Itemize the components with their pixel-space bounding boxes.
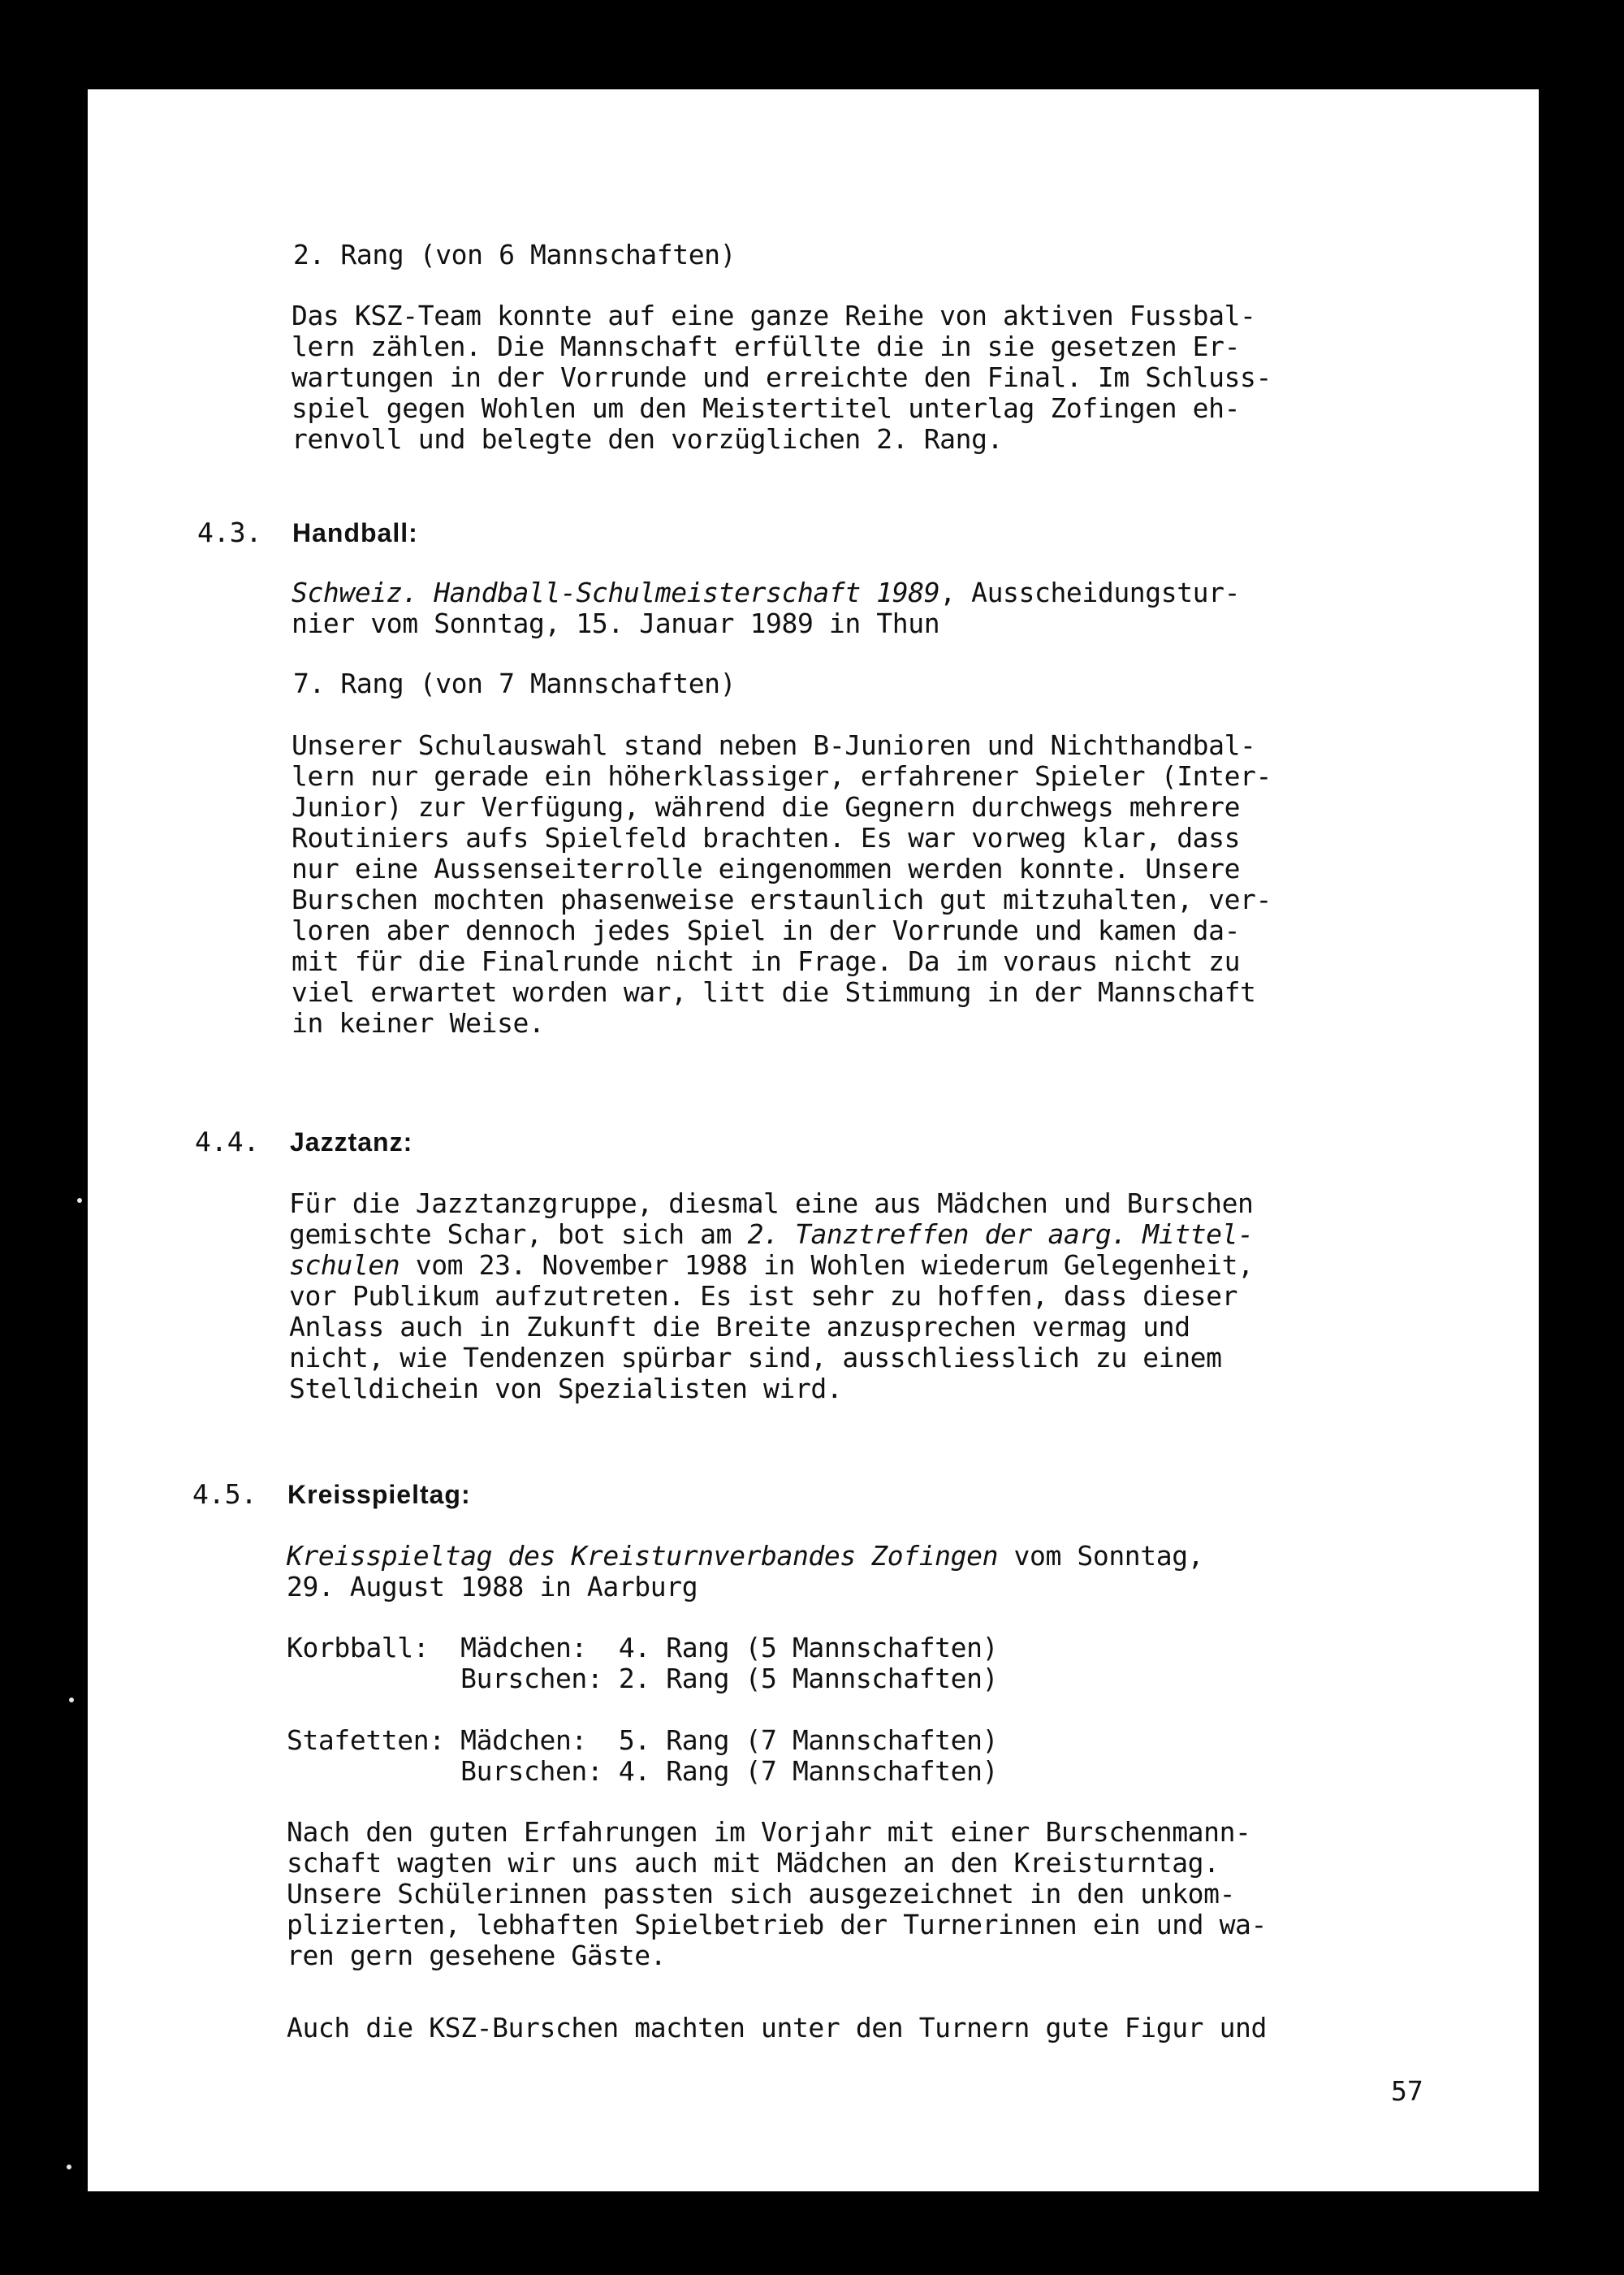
- text-line: ren gern gesehene Gäste.: [287, 1940, 667, 1971]
- text-line: vor Publikum aufzutreten. Es ist sehr zu hoffen, dass dieser: [289, 1280, 1238, 1312]
- result-row: Burschen: 4. Rang (7 Mannschaften): [287, 1755, 999, 1787]
- event-title: schulen: [289, 1249, 400, 1281]
- text-line: Unserer Schulauswahl stand neben B-Junioren und Nichthandbal-: [292, 729, 1256, 761]
- text-line: plizierten, lebhaften Spielbetrieb der Turnerinnen ein und wa-: [287, 1909, 1267, 1940]
- paragraph: [292, 301, 1272, 455]
- text-line: viel erwartet worden war, litt die Stimmung in der Mannschaft: [292, 976, 1256, 1008]
- text-line: nicht, wie Tendenzen spürbar sind, ausschliesslich zu einem: [289, 1342, 1222, 1373]
- section-heading: Jazztanz:: [290, 1127, 413, 1157]
- text-line: renvoll und belegte den vorzüglichen 2. Rang.: [292, 423, 1004, 455]
- section-heading: Handball:: [292, 518, 418, 547]
- section-heading: Kreisspieltag:: [287, 1480, 471, 1509]
- text-line: lern nur gerade ein höherklassiger, erfahrener Spieler (Inter-: [292, 760, 1272, 792]
- text-fragment: vom 23. November 1988 in Wohlen wiederum Gelegenheit,: [400, 1249, 1254, 1281]
- scan-speck: [67, 2165, 71, 2169]
- paragraph: [292, 730, 1272, 1039]
- text-line: in keiner Weise.: [292, 1007, 545, 1039]
- text-line: Burschen mochten phasenweise erstaunlich gut mitzuhalten, ver-: [292, 884, 1272, 915]
- scan-speck: [77, 1198, 82, 1203]
- event-title: Kreisspieltag des Kreisturnverbandes Zofingen: [287, 1540, 999, 1572]
- results-table: [287, 1633, 998, 1787]
- text-line: loren aber dennoch jedes Spiel in der Vorrunde und kamen da-: [292, 915, 1241, 946]
- event-description: [287, 1541, 1203, 1602]
- text-line: Junior) zur Verfügung, während die Gegnern durchwegs mehrere: [292, 791, 1241, 823]
- text-line: Anlass auch in Zukunft die Breite anzusprechen vermag und: [289, 1311, 1190, 1343]
- text-line: mit für die Finalrunde nicht in Frage. Da im voraus nicht zu: [292, 945, 1241, 977]
- result-row: Stafetten: Mädchen: 5. Rang (7 Mannschaften): [287, 1724, 999, 1756]
- text-line: schaft wagten wir uns auch mit Mädchen an den Kreisturntag.: [287, 1847, 1220, 1879]
- event-title: 2. Tanztreffen der aarg. Mittel-: [747, 1218, 1254, 1250]
- section-number: 4.4.: [195, 1126, 260, 1157]
- rank-line: 2. Rang (von 6 Mannschaften): [293, 239, 736, 270]
- event-description: [292, 577, 1240, 639]
- text-line: Stelldichein von Spezialisten wird.: [289, 1373, 843, 1404]
- text-line: Routiniers aufs Spielfeld brachten. Es war vorweg klar, dass: [292, 822, 1241, 854]
- text-line: wartungen in der Vorrunde und erreichte den Final. Im Schluss-: [292, 361, 1272, 393]
- document-page: [88, 89, 1539, 2191]
- text-line: Für die Jazztanzgruppe, diesmal eine aus Mädchen und Burschen: [289, 1187, 1254, 1219]
- text-line: Unsere Schülerinnen passten sich ausgezeichnet in den unkom-: [287, 1878, 1236, 1910]
- rank-line: 7. Rang (von 7 Mannschaften): [293, 668, 736, 699]
- text-line: Nach den guten Erfahrungen im Vorjahr mit einer Burschenmann-: [287, 1816, 1251, 1848]
- result-row: Korbball: Mädchen: 4. Rang (5 Mannschaften): [287, 1632, 999, 1663]
- text-line: Auch die KSZ-Burschen machten unter den Turnern gute Figur und: [287, 2012, 1267, 2044]
- paragraph: [287, 1817, 1267, 1971]
- text-line: Das KSZ-Team konnte auf eine ganze Reihe von aktiven Fussbal-: [292, 300, 1256, 331]
- page-number: 57: [1391, 2075, 1423, 2107]
- section-number: 4.5.: [192, 1478, 257, 1510]
- text-fragment: vom Sonntag,: [998, 1540, 1204, 1572]
- text-line: 29. August 1988 in Aarburg: [287, 1571, 698, 1602]
- text-line: spiel gegen Wohlen um den Meistertitel unterlag Zofingen eh-: [292, 392, 1241, 424]
- paragraph: [289, 1188, 1254, 1404]
- scan-speck: [69, 1698, 74, 1702]
- event-title: Schweiz. Handball-Schulmeisterschaft 1989: [292, 577, 940, 608]
- text-line: lern zählen. Die Mannschaft erfüllte die in sie gesetzen Er-: [292, 331, 1241, 362]
- text-fragment: gemischte Schar, bot sich am: [289, 1218, 748, 1250]
- section-number: 4.3.: [197, 517, 262, 548]
- text-fragment: , Ausscheidungstur-: [939, 577, 1241, 608]
- text-line: nur eine Aussenseiterrolle eingenommen werden konnte. Unsere: [292, 853, 1241, 884]
- result-row: Burschen: 2. Rang (5 Mannschaften): [287, 1663, 999, 1694]
- text-line: nier vom Sonntag, 15. Januar 1989 in Thun: [292, 608, 940, 639]
